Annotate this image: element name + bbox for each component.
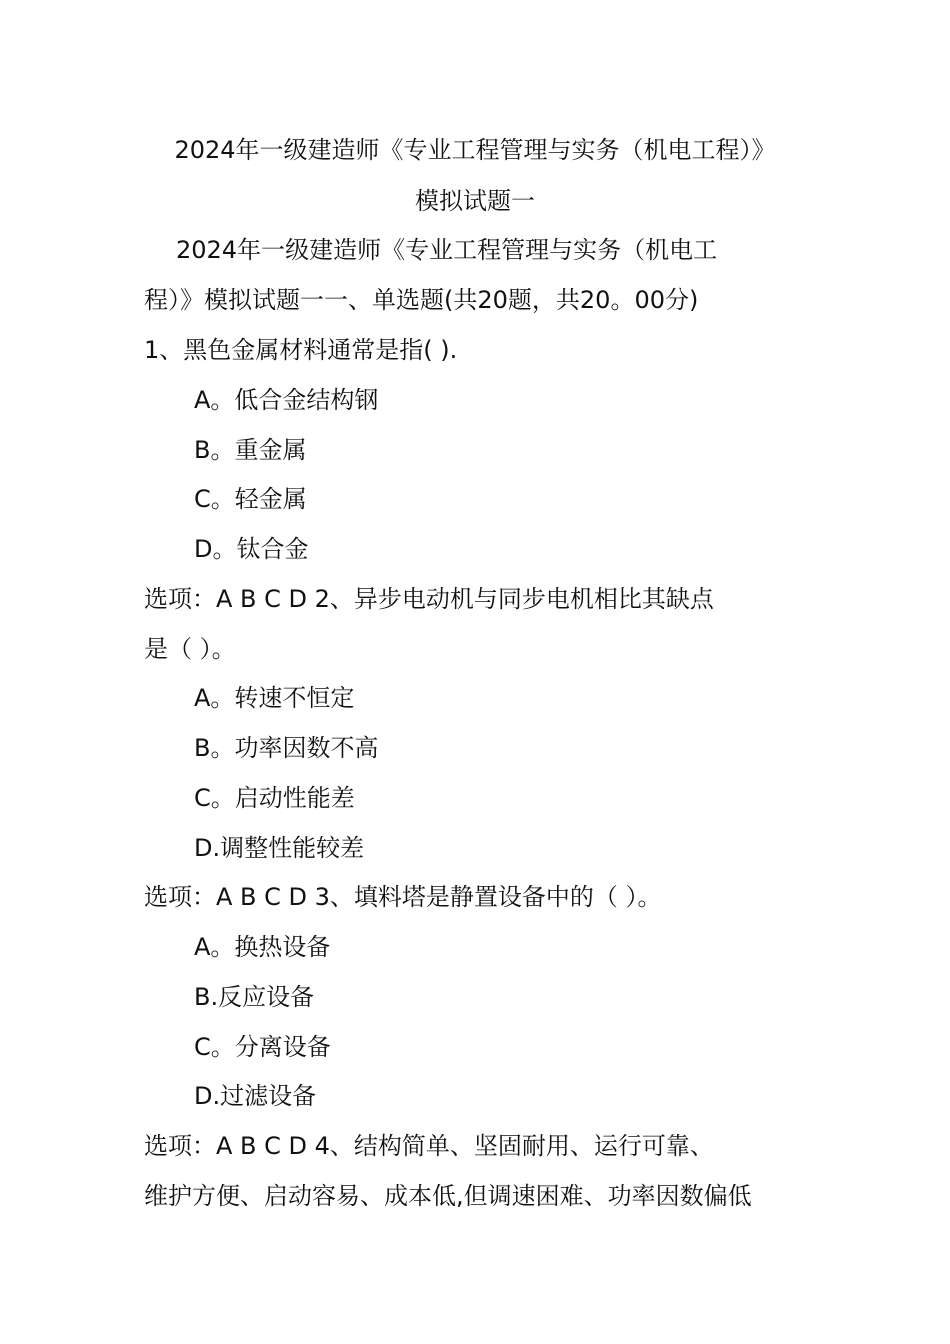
question-line: 选项：A B C D 4、结构简单、坚固耐用、运行可靠、 <box>144 1132 714 1160</box>
question-line: 1、黑色金属材料通常是指( ). <box>144 336 458 364</box>
option-line: C。分离设备 <box>194 1033 331 1061</box>
intro-line: 程）》模拟试题一一、单选题(共20题，共20。00分) <box>144 286 699 314</box>
option-line: C。轻金属 <box>194 485 307 513</box>
option-line: A。换热设备 <box>194 933 331 961</box>
question-line: 选项：A B C D 3、填料塔是静置设备中的（ ）。 <box>144 883 662 911</box>
option-line: C。启动性能差 <box>194 784 355 812</box>
option-line: B。重金属 <box>194 436 307 464</box>
question-line: 选项：A B C D 2、异步电动机与同步电机相比其缺点 <box>144 585 714 613</box>
option-line: B.反应设备 <box>194 983 315 1011</box>
question-line: 是（ ）。 <box>144 635 236 663</box>
option-line: B。功率因数不高 <box>194 734 379 762</box>
question-line: 维护方便、启动容易、成本低,但调速困难、功率因数偏低 <box>144 1182 752 1210</box>
document-title-line1: 2024年一级建造师《专业工程管理与实务（机电工程）》 <box>174 136 776 164</box>
document-title-line2: 模拟试题一 <box>415 187 535 215</box>
option-line: D.调整性能较差 <box>194 834 365 862</box>
intro-line: 2024年一级建造师《专业工程管理与实务（机电工 <box>176 236 718 264</box>
option-line: D。钛合金 <box>194 535 309 563</box>
option-line: A。转速不恒定 <box>194 684 355 712</box>
option-line: D.过滤设备 <box>194 1082 317 1110</box>
option-line: A。低合金结构钢 <box>194 386 379 414</box>
